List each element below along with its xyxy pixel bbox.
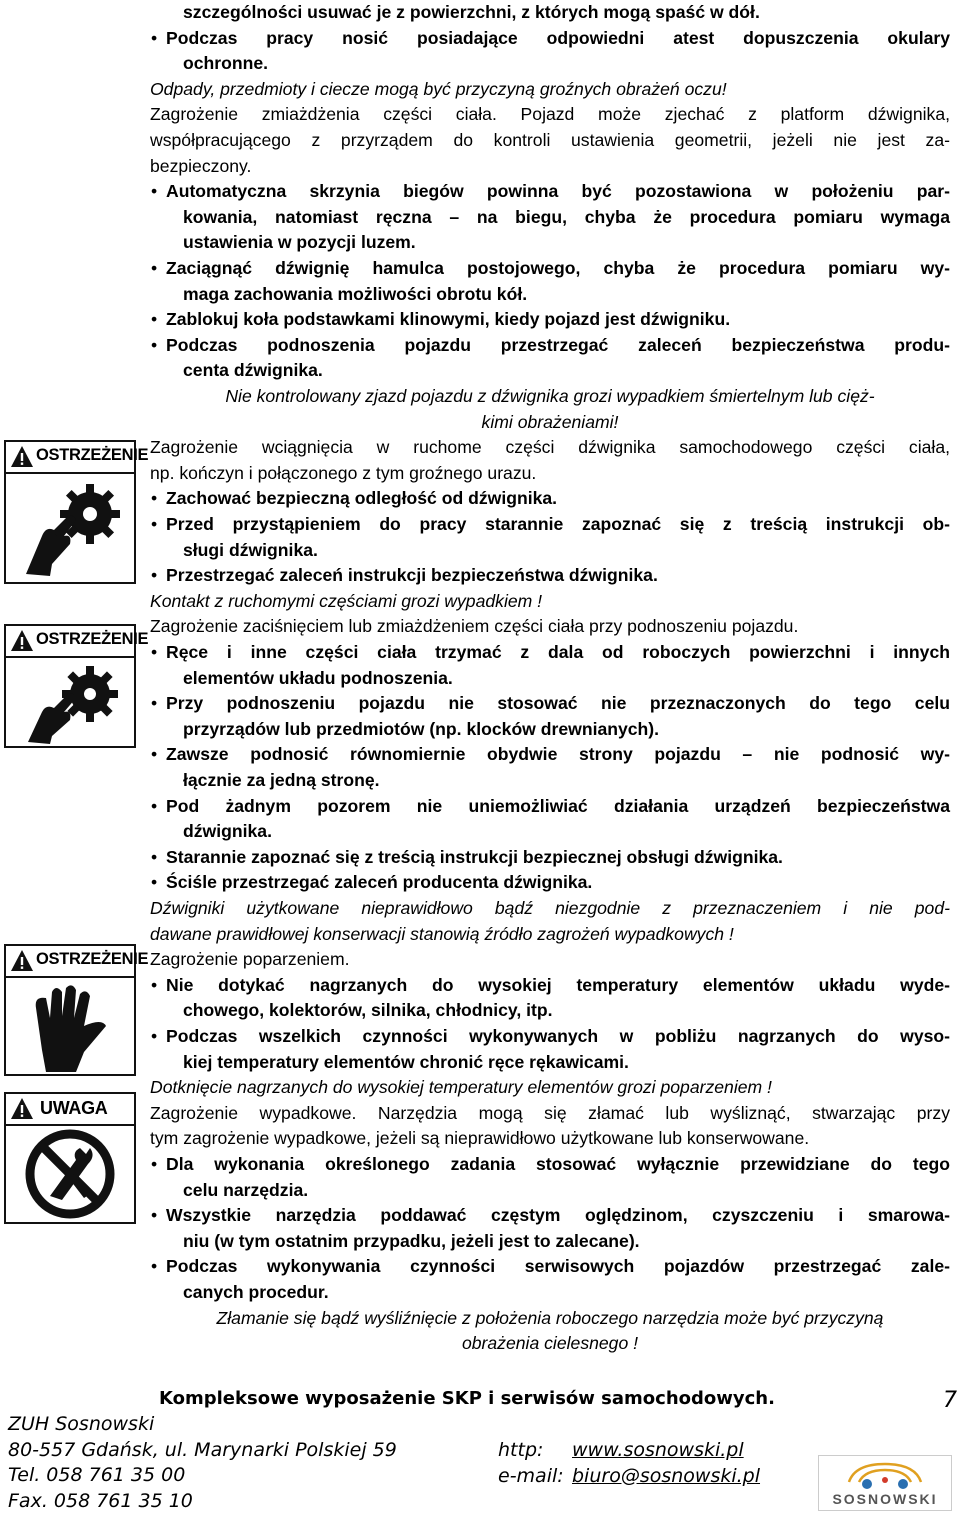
logo-text: SOSNOWSKI: [832, 1491, 938, 1507]
list-item: • Podczas pracy nosić posiadające odpowiedni atest dopuszczenia okulary: [150, 26, 950, 52]
warning-label: OSTRZEŻENIE: [36, 446, 149, 464]
list-item: • Przestrzegać zaleceń instrukcji bezpieczeństwa dźwignika.: [150, 563, 658, 589]
company-name: ZUH Sosnowski: [8, 1413, 155, 1435]
email-link[interactable]: biuro@sosnowski.pl: [572, 1464, 761, 1487]
email-label: e-mail:: [498, 1464, 564, 1487]
text-line: Zagrożenie wciągnięcia w ruchome części dźwignika samochodowego części ciała,: [150, 437, 950, 458]
text-line: Dźwigniki użytkowane nieprawidłowo bądź niezgodnie z przeznaczeniem i nie pod-: [150, 898, 950, 918]
text-line: kowania, natomiast ręczna – na biegu, chyba że procedura pomiaru wymaga: [183, 206, 950, 227]
text-line: chowego, kolektorów, silnika, chłodnicy, itp.: [183, 1000, 553, 1021]
text-line: kiej temperatury elementów chronić ręce rękawicami.: [183, 1051, 629, 1072]
fax-number: Fax. 058 761 35 10: [8, 1489, 193, 1512]
warning-triangle-icon: [10, 445, 34, 469]
list-item: • Pod żadnym pozorem nie uniemożliwiać działania urządzeń bezpieczeństwa: [150, 794, 950, 820]
text-line: elementów układu podnoszenia.: [183, 667, 453, 688]
street-address: 80-557 Gdańsk, ul. Marynarki Polskiej 59: [8, 1438, 397, 1461]
glove-icon: [4, 978, 136, 1076]
text-line: np. kończyn i połączonego z tym groźnego urazu.: [150, 462, 537, 483]
text-line: ustawienia w pozycji luzem.: [183, 232, 416, 253]
text-line: bezpieczony.: [150, 155, 252, 176]
warning-triangle-icon: [10, 629, 34, 653]
list-item: • Przed przystąpieniem do pracy starannie zapoznać się z treścią instrukcji ob-: [150, 512, 950, 538]
footer-tagline: Kompleksowe wyposażenie SKP i serwisów samochodowych.: [159, 1388, 775, 1409]
text-line: Zagrożenie wypadkowe. Narzędzia mogą się złamać lub wyśliznąć, stwarzając przy: [150, 1102, 950, 1123]
list-item: • Zaciągnąć dźwignię hamulca postojowego, chyba że procedura pomiaru wy-: [150, 256, 950, 282]
text-line: obrażenia cielesnego !: [461, 1333, 639, 1354]
broken-tool-icon: [4, 1126, 136, 1224]
text-line: Zagrożenie zmiażdżenia części ciała. Pojazd może zjechać z platform dźwignika,: [150, 104, 950, 125]
http-label: http:: [498, 1439, 544, 1461]
car-logo-icon: [819, 1456, 951, 1492]
text-line: Odpady, przedmioty i ciecze mogą być przyczyną groźnych obrażeń oczu!: [150, 78, 727, 99]
list-item: • Zachować bezpieczną odległość od dźwignika.: [150, 486, 557, 512]
list-item: • Nie dotykać nagrzanych do wysokiej temperatury elementów układu wyde-: [150, 973, 950, 999]
warning-header: [4, 944, 149, 978]
company-address: [8, 1412, 397, 1514]
caution-label: UWAGA: [40, 1098, 108, 1118]
company-logo: [818, 1455, 952, 1511]
list-item: • Dla wykonania określonego zadania stosować wyłącznie przewidziane do tego: [150, 1152, 950, 1178]
page-number: 7: [943, 1388, 957, 1413]
text-line: Nie kontrolowany zjazd pojazdu z dźwignika grozi wypadkiem śmiertelnym lub cięż-: [225, 386, 875, 406]
text-line: Dotknięcie nagrzanych do wysokiej temperatury elementów grozi poparzeniem !: [150, 1077, 772, 1098]
text-line: celu narzędzia.: [183, 1179, 309, 1200]
text-line: centa dźwignika.: [183, 360, 323, 381]
text-line: tym zagrożenie wypadkowe, jeżeli są nieprawidłowo użytkowane lub konserwowane.: [150, 1128, 810, 1149]
text-line: niu (w tym ostatnim przypadku, jeżeli jest to zalecane).: [183, 1230, 640, 1251]
text-line: Kontakt z ruchomymi częściami grozi wypadkiem !: [150, 590, 543, 611]
list-item: • Automatyczna skrzynia biegów powinna być pozostawiona w położeniu par-: [150, 179, 950, 205]
warning-triangle-icon: [10, 949, 34, 973]
text-line: dźwignika.: [183, 821, 272, 842]
gear-hand-icon: [4, 658, 136, 748]
list-item: • Ręce i inne części ciała trzymać z dala od roboczych powierzchni i innych: [150, 640, 950, 666]
warning-header: [4, 624, 149, 658]
text-line: kimi obrażeniami!: [481, 411, 619, 432]
list-item: • Podczas wszelkich czynności wykonywanych w pobliżu nagrzanych do wyso-: [150, 1024, 950, 1050]
warning-header: [4, 440, 149, 474]
list-item: • Zawsze podnosić równomiernie obydwie strony pojazdu – nie podnosić wy-: [150, 742, 950, 768]
list-item: • Ściśle przestrzegać zaleceń producenta dźwignika.: [150, 870, 592, 896]
page-footer: [0, 1385, 960, 1514]
phone-number: Tel. 058 761 35 00: [8, 1464, 186, 1486]
list-item: • Podczas podnoszenia pojazdu przestrzegać zaleceń bezpieczeństwa produ-: [150, 333, 950, 359]
list-item: • Zablokuj koła podstawkami klinowymi, kiedy pojazd jest dźwigniku.: [150, 307, 730, 333]
text-line: maga zachowania możliwości obrotu kół.: [183, 283, 528, 304]
list-item: • Przy podnoszeniu pojazdu nie stosować nie przeznaczonych do tego celu: [150, 691, 950, 717]
text-line: Zagrożenie zaciśnięciem lub zmiażdżeniem części ciała przy podnoszeniu pojazdu.: [150, 616, 799, 637]
list-item: • Starannie zapoznać się z treścią instrukcji bezpiecznej obsługi dźwignika.: [150, 845, 783, 871]
warning-label: OSTRZEŻENIE: [36, 630, 149, 648]
text-line: dawane prawidłowej konserwacji stanowią źródło zagrożeń wypadkowych !: [150, 923, 734, 944]
gear-hand-icon: [4, 474, 136, 584]
warning-triangle-icon: [10, 1097, 34, 1121]
text-line: Złamanie się bądź wyśliźnięcie z położenia roboczego narzędzia może być przyczyną: [216, 1307, 884, 1328]
text-line: Zagrożenie poparzeniem.: [150, 949, 350, 970]
list-item: • Podczas wykonywania czynności serwisowych pojazdów przestrzegać zale-: [150, 1254, 950, 1280]
text-line: szczególności usuwać je z powierzchni, z których mogą spaść w dół.: [183, 2, 760, 22]
text-line: ochronne.: [183, 53, 269, 74]
text-line: canych procedur.: [183, 1282, 329, 1302]
text-line: sługi dźwignika.: [183, 539, 318, 560]
warning-label: OSTRZEŻENIE: [36, 950, 149, 968]
list-item: • Wszystkie narzędzia poddawać częstym oględzinom, czyszczeniu i smarowa-: [150, 1203, 950, 1229]
contact-info: [498, 1438, 760, 1489]
website-link[interactable]: www.sosnowski.pl: [572, 1439, 744, 1461]
text-line: współpracującego z przyrządem do kontroli ustawienia geometrii, jeżeli nie jest za-: [150, 130, 950, 150]
caution-header: [4, 1092, 136, 1126]
text-line: łącznie za jedną stronę.: [183, 770, 380, 790]
text-line: przyrządów lub przedmiotów (np. klocków drewnianych).: [183, 718, 660, 739]
